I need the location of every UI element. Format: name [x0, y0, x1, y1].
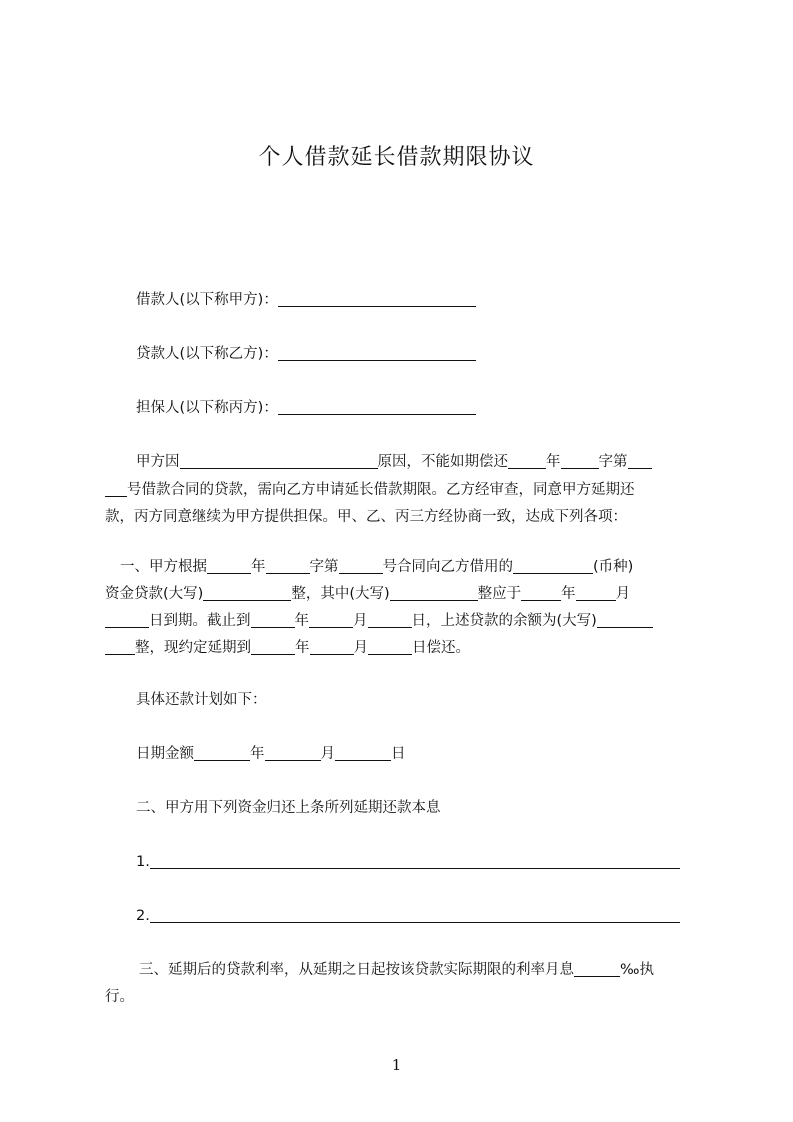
blank[interactable] — [521, 584, 561, 601]
blank[interactable] — [335, 744, 391, 761]
clause-text: (币种) — [593, 559, 634, 575]
item-number: 2. — [136, 908, 150, 924]
plan-text: 日 — [391, 746, 406, 762]
clause-text: ‰执 — [620, 962, 654, 978]
blank[interactable] — [390, 584, 478, 601]
blank[interactable] — [368, 638, 412, 655]
blank[interactable] — [265, 744, 321, 761]
clause-text: 日到期。截止到 — [149, 613, 251, 629]
clause1-line-3 — [105, 611, 705, 631]
clause-text: 一、甲方根据 — [120, 559, 207, 575]
document-title: 个人借款延长借款期限协议 — [258, 145, 535, 170]
clause-text: 整，现约定延期到 — [135, 640, 251, 656]
clause1-line-1 — [120, 557, 720, 577]
clause3-line-2: 行。 — [105, 989, 134, 1005]
number-blank[interactable] — [105, 480, 127, 497]
blank[interactable] — [150, 906, 680, 923]
lender-blank[interactable] — [278, 344, 476, 361]
clause1-line-2 — [105, 584, 705, 604]
guarantor-label: 担保人(以下称丙方)： — [136, 400, 278, 416]
blank[interactable] — [105, 638, 135, 655]
plan-heading: 具体还款计划如下： — [136, 692, 267, 708]
guarantor-blank[interactable] — [278, 398, 476, 415]
clause-text: 整应于 — [477, 586, 522, 602]
lender-label: 贷款人(以下称乙方)： — [136, 346, 278, 362]
clause-text: 月 — [353, 613, 368, 629]
borrower-label: 借款人(以下称甲方)： — [136, 292, 278, 308]
item-number: 1. — [136, 854, 150, 870]
clause3-line-1 — [139, 960, 739, 980]
blank[interactable] — [309, 611, 353, 628]
clause-text: 三、延期后的贷款利率，从延期之日起按该贷款实际期限的利率月息 — [139, 962, 574, 978]
intro-text: 甲方因 — [136, 454, 180, 470]
clause-text: 号合同向乙方借用的 — [382, 559, 513, 575]
plan-row — [136, 744, 736, 764]
plan-text: 年 — [250, 746, 265, 762]
plan-text: 日期金额 — [136, 746, 194, 762]
clause1-line-4 — [105, 638, 705, 658]
clause-text: 整，其中(大写) — [291, 586, 390, 602]
clause-text: 年 — [561, 586, 576, 602]
number-blank[interactable] — [628, 452, 652, 469]
intro-text: 年 — [546, 454, 561, 470]
blank[interactable] — [194, 744, 250, 761]
clause-text: 字第 — [309, 559, 339, 575]
intro-text: 字第 — [598, 454, 628, 470]
blank[interactable] — [251, 611, 295, 628]
clause-text: 月 — [353, 640, 368, 656]
reason-blank[interactable] — [180, 452, 378, 469]
blank[interactable] — [207, 557, 251, 574]
page-number: 1 — [391, 1056, 402, 1074]
intro-line-1 — [136, 452, 736, 472]
intro-text: 款，丙方同意继续为甲方提供担保。甲、乙、丙三方经协商一致，达成下列各项： — [105, 509, 627, 525]
blank[interactable] — [266, 557, 310, 574]
word-blank[interactable] — [561, 452, 599, 469]
borrower-blank[interactable] — [278, 290, 476, 307]
blank[interactable] — [597, 611, 653, 628]
clause-text: 年 — [295, 640, 310, 656]
clause2-heading: 二、甲方用下列资金归还上条所列延期还款本息 — [136, 800, 441, 816]
intro-text: 号借款合同的贷款，需向乙方申请延长借款期限。乙方经审查，同意甲方延期还 — [127, 482, 635, 498]
blank[interactable] — [513, 557, 593, 574]
plan-text: 月 — [320, 746, 335, 762]
intro-text: 原因，不能如期偿还 — [377, 454, 508, 470]
lender-line — [136, 344, 736, 364]
blank[interactable] — [310, 638, 354, 655]
clause-text: 月 — [615, 586, 631, 602]
clause-text: 年 — [251, 559, 266, 575]
blank[interactable] — [576, 584, 616, 601]
blank[interactable] — [251, 638, 295, 655]
blank[interactable] — [203, 584, 291, 601]
intro-line-2 — [105, 480, 705, 500]
clause-text: 年 — [294, 613, 309, 629]
intro-line-3 — [105, 507, 705, 527]
clause-text: 资金贷款(大写) — [105, 586, 204, 602]
blank[interactable] — [339, 557, 383, 574]
rate-blank[interactable] — [574, 960, 620, 977]
year-blank[interactable] — [508, 452, 546, 469]
clause2-item-1 — [136, 852, 736, 872]
clause2-item-2 — [136, 906, 736, 926]
blank[interactable] — [105, 611, 149, 628]
guarantor-line — [136, 398, 736, 418]
blank[interactable] — [368, 611, 412, 628]
blank[interactable] — [150, 852, 680, 869]
clause-text: 日偿还。 — [412, 640, 470, 656]
borrower-line — [136, 290, 736, 310]
clause-text: 日，上述贷款的余额为(大写) — [411, 613, 597, 629]
